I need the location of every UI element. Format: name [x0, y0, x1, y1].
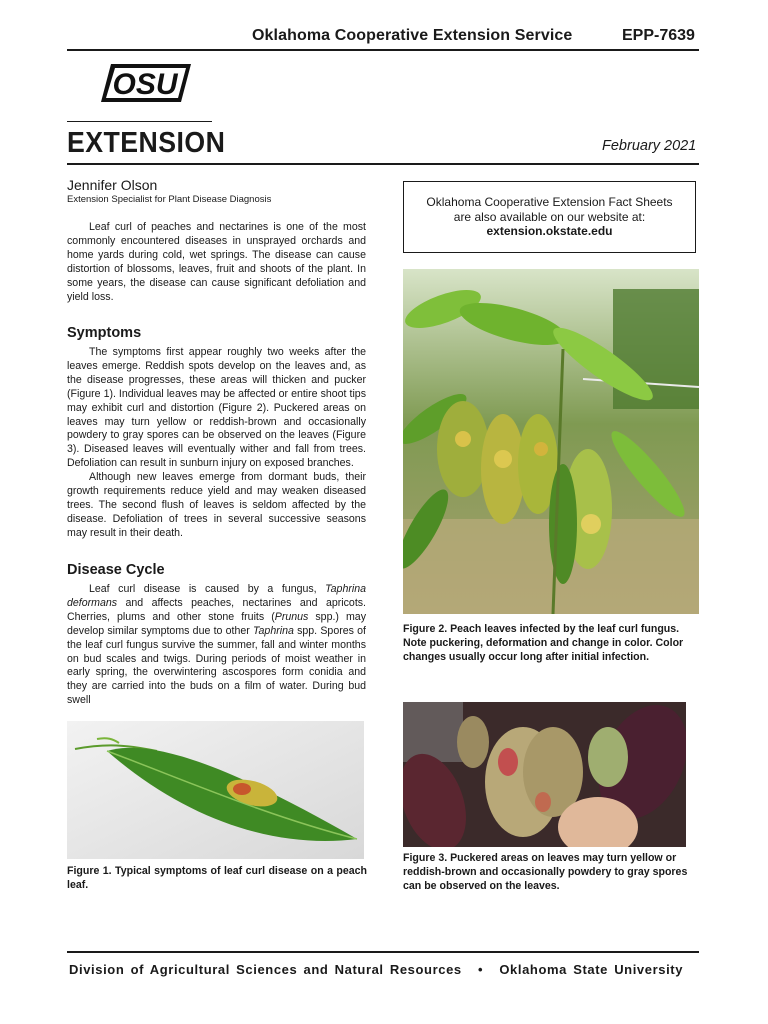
header-code: EPP-7639 [622, 27, 695, 44]
disease-cycle-heading: Disease Cycle [67, 562, 165, 578]
footer-division: Division of Agricultural Sciences and Natural Resources [69, 962, 462, 977]
publication-date: February 2021 [602, 138, 697, 154]
dc-text-4: spp. Spores of the leaf curl fungus survive the summer, fall and winter months on bud scales and twigs. During periods of moist weather in early spring, the overwintering ascospores form conidia and they are carried into the buds on a film of water. During bud swell [67, 624, 366, 707]
logo-rule [67, 121, 212, 122]
title-rule [67, 163, 699, 165]
extension-wordmark: EXTENSION [67, 127, 226, 159]
osu-logo-text: OSU [112, 68, 178, 101]
dc-text-1: Leaf curl disease is caused by a fungus, [89, 583, 326, 595]
footer-university: Oklahoma State University [499, 962, 684, 977]
osu-logo [97, 58, 195, 110]
figure-3-caption: Figure 3. Puckered areas on leaves may turn yellow or reddish-brown and occasionally powdery to gray spores can be observed on the leaves. [403, 852, 688, 892]
footer-rule [67, 951, 699, 953]
website-link[interactable]: extension.okstate.edu [486, 224, 613, 238]
dc-text-3: spp.) may develop similar symptoms due to other [67, 610, 366, 637]
figure-2-photo [403, 269, 699, 614]
symptoms-paragraph-1: The symptoms first appear roughly two weeks after the leaves emerge. Reddish spots develop on the leaves and, as the disease progresses, these areas will thicken and pucker (Figure 1). Individual leaves may be affected or entire shoot tips may exhibit curl and distortion (Figure 2). Puckered areas on leaves may turn yellow or reddish-brown and occasionally powdery to gray spores can be observed on the leaves (Figure 3). Diseased leaves will eventually wither and fall from trees. Defoliation can result in sunburn injury on exposed branches. [67, 346, 366, 470]
figure-1-caption: Figure 1. Typical symptoms of leaf curl disease on a peach leaf. [67, 865, 367, 891]
dc-text-2: and affects peaches, nectarines and apricots. Cherries, plums and other stone fruits ( [67, 596, 366, 623]
dc-genus-prunus: Prunus [274, 610, 309, 623]
disease-cycle-paragraph [67, 583, 366, 708]
header-org: Oklahoma Cooperative Extension Service [252, 27, 573, 44]
infobox-line-1: Oklahoma Cooperative Extension Fact Sheets [426, 195, 673, 209]
footer-bullet: • [477, 962, 484, 977]
dc-species-name: Taphrina deformans [67, 583, 366, 609]
symptoms-heading: Symptoms [67, 325, 142, 341]
infobox-line-2: are also available on our website at: [453, 209, 646, 224]
author-title: Extension Specialist for Plant Disease Diagnosis [67, 194, 272, 205]
disease-cycle-section [67, 583, 366, 708]
figure-2-caption: Figure 2. Peach leaves infected by the leaf curl fungus. Note puckering, deformation and change in color. Color changes usually occur long after initial infection. [403, 623, 684, 663]
figure-3-photo [403, 702, 686, 847]
intro-paragraph [67, 221, 366, 304]
author-name: Jennifer Olson [67, 177, 158, 193]
figure-1-photo [67, 721, 364, 859]
header-rule [67, 49, 699, 51]
intro-text: Leaf curl of peaches and nectarines is one of the most commonly encountered diseases in unsprayed orchards and home yards during cold, wet springs. The disease can cause distortion of blossoms, leaves, fruit and shoots of the plant. In some years, the disease can cause significant defoliation and yield loss. [67, 221, 366, 303]
symptoms-section [67, 346, 366, 541]
website-info-box [403, 181, 696, 253]
footer-line [69, 962, 683, 977]
symptoms-paragraph-2: Although new leaves emerge from dormant buds, their growth requirements reduce yield and may weaken diseased trees. The second flush of leaves is seldom affected by the disease. Defoliation of trees in several successive seasons may result in their death. [67, 471, 366, 539]
dc-genus-taphrina: Taphrina [253, 624, 294, 637]
